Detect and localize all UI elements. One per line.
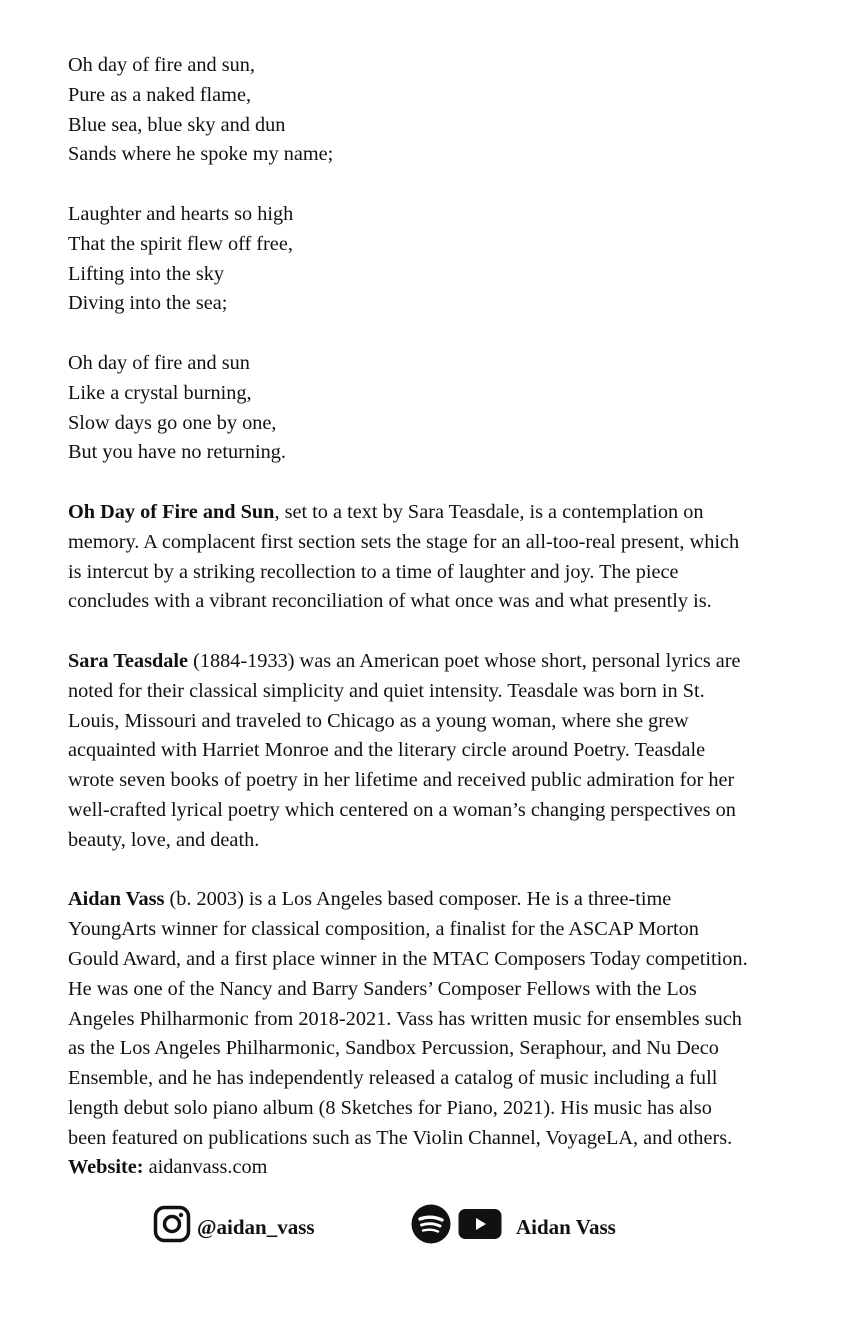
- piece-description: [68, 498, 748, 617]
- poem-stanza: [68, 51, 748, 170]
- paragraph-text: well-crafted lyrical poetry which centered on a woman’s changing perspectives on: [68, 798, 736, 821]
- paragraph-text: is intercut by a striking recollection to a time of laughter and joy. The piece: [68, 560, 679, 583]
- paragraph-text: (1884-1933) was an American poet whose short, personal lyrics are: [188, 649, 741, 672]
- paragraph-line: [68, 558, 748, 588]
- poem-line: Slow days go one by one,: [68, 411, 277, 434]
- artist-name: Aidan Vass: [516, 1214, 616, 1239]
- composer-bio: [68, 885, 748, 1153]
- poem-line: Laughter and hearts so high: [68, 202, 294, 225]
- paragraph-line: [68, 647, 748, 677]
- youtube-icon[interactable]: [458, 1207, 502, 1247]
- paragraph-line: [68, 1034, 748, 1064]
- paragraph-line: [68, 707, 748, 737]
- website-line: [68, 1153, 748, 1183]
- poem-line: That the spirit flew off free,: [68, 232, 293, 255]
- poem-line: Like a crystal burning,: [68, 381, 252, 404]
- paragraph-text: length debut solo piano album (8 Sketches for Piano, 2021). His music has also: [68, 1096, 712, 1119]
- stanza-gap: [68, 319, 748, 349]
- paragraph-text: memory. A complacent first section sets the stage for an all-too-real present, which: [68, 530, 740, 553]
- paragraph-text: beauty, love, and death.: [68, 828, 260, 851]
- poem-stanza: [68, 200, 748, 319]
- poem-line: Pure as a naked flame,: [68, 83, 252, 106]
- paragraph-line: [68, 885, 748, 915]
- website-label: Website:: [68, 1156, 144, 1179]
- instagram-link[interactable]: [153, 1207, 315, 1247]
- paragraph-text: He was one of the Nancy and Barry Sanders’ Composer Fellows with the Los: [68, 977, 697, 1000]
- paragraph-text: wrote seven books of poetry in her lifetime and received public admiration for her: [68, 769, 735, 792]
- poem-line: Blue sea, blue sky and dun: [68, 113, 286, 136]
- paragraph-line: [68, 1124, 748, 1154]
- paragraph-text: YoungArts winner for classical composition, a finalist for the ASCAP Morton: [68, 918, 699, 941]
- poet-bio: [68, 647, 748, 856]
- paragraph-line: [68, 1064, 748, 1094]
- poem-line: Lifting into the sky: [68, 262, 225, 285]
- paragraph-text: Gould Award, and a first place winner in the MTAC Composers Today competition.: [68, 947, 748, 970]
- paragraph-text: Louis, Missouri and traveled to Chicago as a young woman, where she grew: [68, 709, 689, 732]
- document-body: [68, 51, 748, 1183]
- paragraph-text: acquainted with Harriet Monroe and the literary circle around Poetry. Teasdale: [68, 739, 706, 762]
- paragraph-line: [68, 826, 748, 856]
- paragraph-gap: [68, 617, 748, 647]
- paragraph-line: [68, 1005, 748, 1035]
- paragraph-text: noted for their classical simplicity and quiet intensity. Teasdale was born in St.: [68, 679, 705, 702]
- spotify-icon[interactable]: [411, 1204, 451, 1250]
- paragraph-text: Ensemble, and he has independently released a catalog of music including a full: [68, 1067, 718, 1090]
- paragraph-gap: [68, 856, 748, 886]
- poem-line: Oh day of fire and sun: [68, 351, 250, 374]
- paragraph-text: concludes with a vibrant reconciliation of what once was and what presently is.: [68, 590, 712, 613]
- paragraph-text: , set to a text by Sara Teasdale, is a contemplation on: [274, 500, 704, 523]
- poem-line: Diving into the sea;: [68, 292, 228, 315]
- paragraph-text: (b. 2003) is a Los Angeles based composer. He is a three-time: [164, 888, 672, 911]
- paragraph-title: Aidan Vass: [68, 888, 165, 911]
- paragraph-line: [68, 1094, 748, 1124]
- streaming-links: [411, 1207, 616, 1247]
- poem-line: Oh day of fire and sun,: [68, 54, 255, 76]
- instagram-icon: [153, 1205, 191, 1249]
- website-link[interactable]: aidanvass.com: [148, 1156, 268, 1179]
- paragraph-line: [68, 498, 748, 528]
- paragraph-line: [68, 915, 748, 945]
- paragraph-text: as the Los Angeles Philharmonic, Sandbox Percussion, Seraphour, and Nu Deco: [68, 1037, 719, 1060]
- paragraph-text: Angeles Philharmonic from 2018-2021. Vass has written music for ensembles such: [68, 1007, 742, 1030]
- paragraph-line: [68, 796, 748, 826]
- paragraph-line: [68, 677, 748, 707]
- paragraph-line: [68, 766, 748, 796]
- paragraph-line: [68, 945, 748, 975]
- instagram-handle: @aidan_vass: [197, 1214, 315, 1239]
- social-links: [153, 1207, 753, 1247]
- poem-stanza: [68, 349, 748, 468]
- poem-line: But you have no returning.: [68, 441, 286, 464]
- paragraph-line: [68, 528, 748, 558]
- paragraph-line: [68, 736, 748, 766]
- paragraph-line: [68, 587, 748, 617]
- paragraph-title: Oh Day of Fire and Sun: [68, 500, 275, 523]
- poem-line: Sands where he spoke my name;: [68, 143, 334, 166]
- stanza-gap: [68, 468, 748, 498]
- paragraph-title: Sara Teasdale: [68, 649, 189, 672]
- stanza-gap: [68, 170, 748, 200]
- paragraph-line: [68, 975, 748, 1005]
- paragraph-text: been featured on publications such as The Violin Channel, VoyageLA, and others.: [68, 1126, 733, 1149]
